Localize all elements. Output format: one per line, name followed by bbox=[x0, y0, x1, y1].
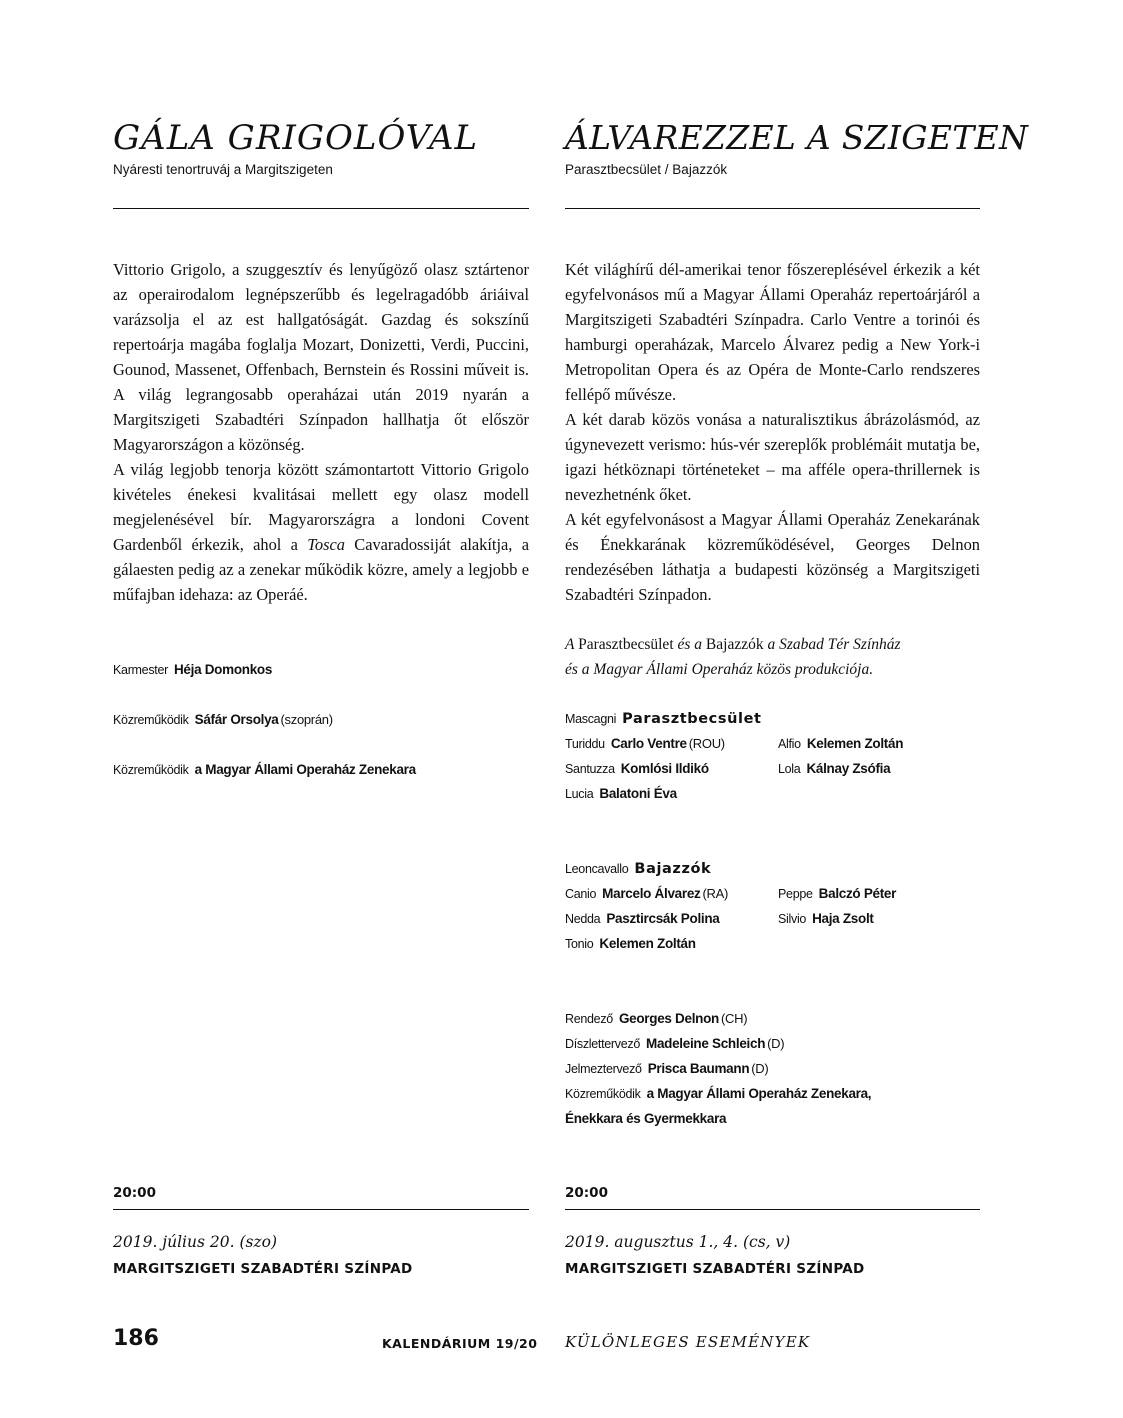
opera-heading-parasztbecsulet bbox=[565, 706, 762, 732]
composer-name: Leoncavallo bbox=[565, 862, 629, 876]
left-event-title: GÁLA GRIGOLÓVAL bbox=[113, 118, 479, 158]
left-event-subtitle: Nyáresti tenortruváj a Margitszigeten bbox=[113, 162, 333, 177]
cast-name: Pasztircsák Polina bbox=[606, 911, 720, 926]
cast-name: Balczó Péter bbox=[818, 886, 897, 901]
note-work-title: Parasztbecsület bbox=[578, 636, 674, 653]
cast-row bbox=[778, 756, 890, 782]
cast-row bbox=[565, 731, 725, 757]
right-description-paragraph-2: A két darab közös vonása a naturalisztikus ábrázolásmód, az úgynevezett verismo: hús-vér szereplők problémáit mutatja be, igazi hétköznapi történeteket – ma afféle opera-thrillernek is nevezhetnénk őket. bbox=[565, 410, 980, 504]
staff-name: Georges Delnon bbox=[618, 1011, 720, 1026]
cast-extra: (ROU) bbox=[688, 736, 725, 751]
cast-role: Canio bbox=[565, 887, 597, 901]
cast-role: Peppe bbox=[778, 887, 813, 901]
cast-name: Kelemen Zoltán bbox=[806, 736, 904, 751]
opera-title: Bajazzók bbox=[634, 861, 712, 877]
credit-extra: (szoprán) bbox=[280, 712, 333, 727]
composer-name: Mascagni bbox=[565, 712, 617, 726]
cast-role: Lucia bbox=[565, 787, 594, 801]
cast-name: Carlo Ventre bbox=[610, 736, 687, 751]
staff-name: Prisca Baumann bbox=[647, 1061, 750, 1076]
cast-extra: (RA) bbox=[702, 886, 729, 901]
staff-extra: (D) bbox=[751, 1061, 769, 1076]
credit-role: Közreműködik bbox=[113, 763, 189, 777]
staff-extra: (D) bbox=[767, 1036, 785, 1051]
cast-role: Nedda bbox=[565, 912, 601, 926]
staff-role: Díszlettervező bbox=[565, 1037, 640, 1051]
publication-name: KALENDÁRIUM 19/20 bbox=[382, 1336, 538, 1351]
cast-role: Alfio bbox=[778, 737, 801, 751]
cast-row bbox=[778, 731, 903, 757]
cast-role: Tonio bbox=[565, 937, 594, 951]
page-number: 186 bbox=[113, 1326, 159, 1351]
right-event-subtitle: Parasztbecsület / Bajazzók bbox=[565, 162, 728, 177]
cast-row bbox=[778, 906, 874, 932]
staff-row bbox=[565, 1031, 784, 1057]
note-text: a Szabad Tér Színház bbox=[763, 636, 901, 653]
cast-role: Turiddu bbox=[565, 737, 605, 751]
left-event-venue: MARGITSZIGETI SZABADTÉRI SZÍNPAD bbox=[113, 1261, 413, 1277]
cast-role: Santuzza bbox=[565, 762, 615, 776]
staff-row bbox=[565, 1006, 747, 1032]
note-text: és a bbox=[673, 636, 706, 653]
left-bottom-divider bbox=[113, 1209, 529, 1210]
credit-role: Karmester bbox=[113, 663, 168, 677]
staff-extra: (CH) bbox=[721, 1011, 748, 1026]
production-note bbox=[565, 632, 980, 682]
note-work-title: Bajazzók bbox=[705, 636, 764, 653]
credit-conductor bbox=[113, 657, 272, 683]
opera-heading-bajazzok bbox=[565, 856, 711, 882]
staff-name: a Magyar Állami Operaház Zenekara, bbox=[646, 1086, 872, 1101]
right-event-time: 20:00 bbox=[565, 1185, 608, 1201]
left-description-paragraph-2 bbox=[113, 457, 529, 607]
cast-role: Lola bbox=[778, 762, 801, 776]
cast-name: Kálnay Zsófia bbox=[806, 761, 891, 776]
cast-name: Komlósi Ildikó bbox=[620, 761, 709, 776]
staff-name: Énekkara és Gyermekkara bbox=[565, 1111, 727, 1126]
credit-orchestra bbox=[113, 757, 416, 783]
production-note-line-2: és a Magyar Állami Operaház közös produkciója. bbox=[565, 661, 874, 678]
cast-row bbox=[565, 756, 709, 782]
cast-row bbox=[565, 906, 720, 932]
right-bottom-divider bbox=[565, 1209, 980, 1210]
right-event-title: ÁLVAREZZEL A SZIGETEN bbox=[565, 118, 1029, 157]
right-description-paragraph-1: Két világhírű dél-amerikai tenor főszereplésével érkezik a két egyfelvonásos mű a Magyar Állami Operaház repertoárjáról a Margitszigeti Szabadtéri Színpadra. Carlo Ventre a torinói és hamburgi operaházak, Marcelo Álvarez pedig a New York-i Metropolitan Opera és az Opéra de Monte-Carlo rendszeres fellépő művésze. bbox=[565, 260, 980, 404]
cast-role: Silvio bbox=[778, 912, 807, 926]
note-text: A bbox=[565, 636, 579, 653]
staff-row bbox=[565, 1056, 768, 1082]
production-note-line-1 bbox=[565, 632, 980, 657]
cast-name: Balatoni Éva bbox=[599, 786, 677, 801]
credit-role: Közreműködik bbox=[113, 713, 189, 727]
left-description-text: A világ legjobb tenorja között számontartott Vittorio Grigolo kivételes énekesi kvalitásai mellett egy olasz modell megjelenésével bír. Magyarországra a londoni Covent Gardenből érkezik, ahol a bbox=[113, 460, 529, 554]
section-name: KÜLÖNLEGES ESEMÉNYEK bbox=[565, 1333, 811, 1351]
cast-row bbox=[565, 781, 677, 807]
right-description-paragraph-3: A két egyfelvonásost a Magyar Állami Operaház Zenekarának és Énekkarának közreműködésével, Georges Delnon rendezésében láthatja a budapesti közönség a Margitszigeti Szabadtéri Színpadon. bbox=[565, 510, 980, 604]
cast-name: Kelemen Zoltán bbox=[599, 936, 696, 951]
staff-role: Rendező bbox=[565, 1012, 613, 1026]
left-description-paragraph-1: Vittorio Grigolo, a szuggesztív és lenyűgöző olasz sztártenor az operairodalom legnépszerűbb és legelragadóbb áriáival varázsolja el az est hallgatóságát. Gazdag és sokszínű repertoárja magába foglalja Mozart, Donizetti, Verdi, Puccini, Gounod, Massenet, Offenbach, Bernstein és Rossini műveit is. A világ legrangosabb operaházai után 2019 nyarán a Margitszigeti Szabadtéri Színpadon hallhatja őt először Magyarországon a közönség. bbox=[113, 260, 529, 454]
left-event-date: 2019. július 20. (szo) bbox=[113, 1233, 277, 1251]
staff-role: Közreműködik bbox=[565, 1087, 641, 1101]
cast-name: Haja Zsolt bbox=[812, 911, 874, 926]
work-title-italic: Tosca bbox=[307, 535, 345, 554]
cast-row bbox=[778, 881, 896, 907]
staff-row-continued bbox=[565, 1106, 726, 1131]
right-event-venue: MARGITSZIGETI SZABADTÉRI SZÍNPAD bbox=[565, 1261, 865, 1277]
staff-row bbox=[565, 1081, 871, 1107]
cast-name: Marcelo Álvarez bbox=[602, 886, 701, 901]
left-description-text: Cavaradossiját alakítja, a gálaesten pedig az a zenekar működik közre, amely a legjobb e műfajban idehaza: az Operáé. bbox=[113, 535, 529, 604]
credit-soloist bbox=[113, 707, 333, 733]
credit-name: a Magyar Állami Operaház Zenekara bbox=[194, 762, 416, 777]
staff-name: Madeleine Schleich bbox=[646, 1036, 766, 1051]
left-event-description bbox=[113, 257, 529, 607]
right-event-date: 2019. augusztus 1., 4. (cs, v) bbox=[565, 1233, 791, 1251]
opera-title: Parasztbecsület bbox=[622, 711, 762, 727]
cast-row bbox=[565, 931, 696, 957]
right-top-divider bbox=[565, 208, 980, 209]
staff-role: Jelmeztervező bbox=[565, 1062, 642, 1076]
left-event-time: 20:00 bbox=[113, 1185, 156, 1201]
left-top-divider bbox=[113, 208, 529, 209]
credit-name: Sáfár Orsolya bbox=[194, 712, 279, 727]
right-event-description bbox=[565, 257, 980, 607]
cast-row bbox=[565, 881, 728, 907]
credit-name: Héja Domonkos bbox=[173, 662, 273, 677]
